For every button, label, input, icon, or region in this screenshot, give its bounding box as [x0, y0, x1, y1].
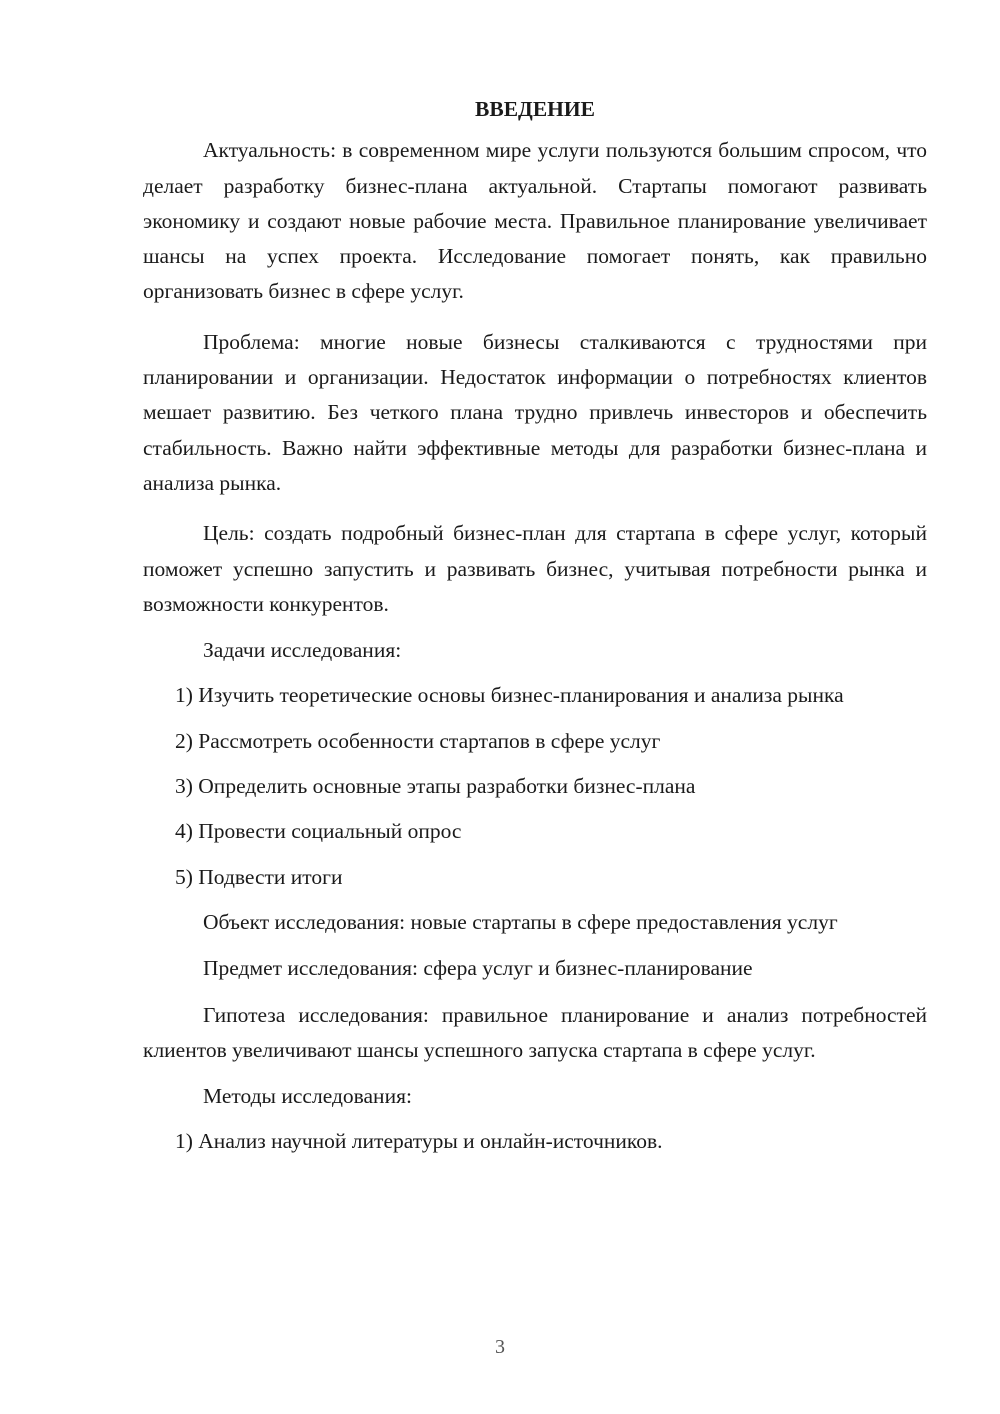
document-page — [143, 92, 927, 1170]
paragraph-object: Объект исследования: новые стартапы в сфере предоставления услуг — [203, 909, 838, 934]
paragraph-subject: Предмет исследования: сфера услуг и бизнес-планирование — [203, 956, 753, 981]
task-item: 4) Провести социальный опрос — [175, 819, 462, 844]
tasks-heading: Задачи исследования: — [203, 638, 402, 663]
task-item: 2) Рассмотреть особенности стартапов в сфере услуг — [175, 728, 661, 753]
methods-heading: Методы исследования: — [203, 1084, 412, 1109]
task-item: 3) Определить основные этапы разработки бизнес-плана — [175, 774, 696, 799]
paragraph-goal: Цель: создать подробный бизнес-план для стартапа в сфере услуг, который поможет успешно запустить и развивать бизнес, учитывая потребности рынка и возможности конкурентов. — [143, 521, 927, 616]
task-item: 1) Изучить теоретические основы бизнес-планирования и анализа рынка — [175, 683, 844, 708]
method-item: 1) Анализ научной литературы и онлайн-источников. — [175, 1129, 663, 1154]
page-title: ВВЕДЕНИЕ — [475, 97, 595, 121]
task-item: 5) Подвести итоги — [175, 864, 343, 889]
paragraph-problem: Проблема: многие новые бизнесы сталкиваются с трудностями при планировании и организации. Недостаток информации о потребностях клиентов мешает развитию. Без четкого плана трудно привлечь инвесторов и обеспечить стабильность. Важно найти эффективные методы для разработки бизнес-плана и анализа рынка. — [143, 329, 927, 495]
page-number: 3 — [495, 1336, 505, 1358]
paragraph-relevance: Актуальность: в современном мире услуги пользуются большим спросом, что делает разработку бизнес-плана актуальной. Стартапы помогают развивать экономику и создают новые рабочие места. Правильное планирование увеличивает шансы на успех проекта. Исследование помогает понять, как правильно организовать бизнес в сфере услуг. — [143, 138, 927, 304]
paragraph-hypothesis: Гипотеза исследования: правильное планирование и анализ потребностей клиентов увеличивают шансы успешного запуска стартапа в сфере услуг. — [143, 1002, 927, 1062]
